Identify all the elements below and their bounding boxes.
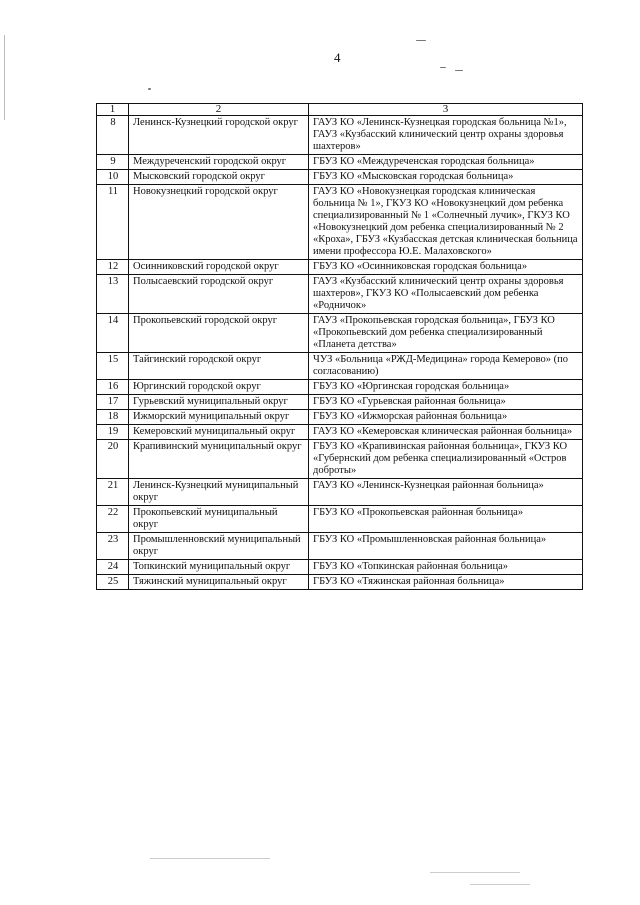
scan-noise-line: [470, 884, 530, 885]
table-row: [97, 410, 583, 425]
institution-list: ГАУЗ КО «Кемеровская клиническая районная больница»: [309, 425, 583, 440]
row-number: 21: [97, 479, 129, 506]
district-name: Крапивинский муниципальный округ: [129, 440, 309, 479]
row-number: 20: [97, 440, 129, 479]
district-institutions-table: [96, 103, 583, 590]
institution-list: ГБУЗ КО «Прокопьевская районная больница»: [309, 506, 583, 533]
district-name: Кемеровский муниципальный округ: [129, 425, 309, 440]
institution-list: ГАУЗ «Кузбасский клинический центр охраны здоровья шахтеров», ГКУЗ КО «Полысаевский дом ребенка «Родничок»: [309, 275, 583, 314]
table-row: [97, 170, 583, 185]
row-number: 24: [97, 560, 129, 575]
institution-list: ЧУЗ «Больница «РЖД-Медицина» города Кемерово» (по согласованию): [309, 353, 583, 380]
district-name: Ижморский муниципальный округ: [129, 410, 309, 425]
table-row: [97, 560, 583, 575]
institution-list: ГБУЗ КО «Междуреченская городская больница»: [309, 155, 583, 170]
row-number: 14: [97, 314, 129, 353]
district-name: Тяжинский муниципальный округ: [129, 575, 309, 590]
header-cell-number: 1: [97, 104, 129, 116]
table-header-row: [97, 104, 583, 116]
district-name: Ленинск-Кузнецкий городской округ: [129, 116, 309, 155]
district-name: Прокопьевский муниципальный округ: [129, 506, 309, 533]
table-row: [97, 479, 583, 506]
district-name: Осинниковский городской округ: [129, 260, 309, 275]
institution-list: ГАУЗ КО «Ленинск-Кузнецкая районная больница»: [309, 479, 583, 506]
row-number: 9: [97, 155, 129, 170]
institution-list: ГБУЗ КО «Осинниковская городская больница»: [309, 260, 583, 275]
table-row: [97, 380, 583, 395]
institution-list: ГБУЗ КО «Тяжинская районная больница»: [309, 575, 583, 590]
district-name: Гурьевский муниципальный округ: [129, 395, 309, 410]
institution-list: ГБУЗ КО «Гурьевская районная больница»: [309, 395, 583, 410]
scan-speck: [148, 88, 151, 90]
institution-list: ГАУЗ КО «Ленинск-Кузнецкая городская больница №1», ГАУЗ «Кузбасский клинический центр охраны здоровья шахтеров»: [309, 116, 583, 155]
scan-speck: [440, 67, 446, 68]
row-number: 8: [97, 116, 129, 155]
district-name: Новокузнецкий городской округ: [129, 185, 309, 260]
table-row: [97, 116, 583, 155]
scan-speck: [416, 40, 426, 41]
table-row: [97, 425, 583, 440]
table-row: [97, 185, 583, 260]
institution-list: ГБУЗ КО «Мысковская городская больница»: [309, 170, 583, 185]
row-number: 15: [97, 353, 129, 380]
table-row: [97, 353, 583, 380]
district-name: Топкинский муниципальный округ: [129, 560, 309, 575]
header-cell-district: 2: [129, 104, 309, 116]
table-row: [97, 395, 583, 410]
table-row: [97, 155, 583, 170]
district-name: Междуреченский городской округ: [129, 155, 309, 170]
row-number: 19: [97, 425, 129, 440]
table-row: [97, 533, 583, 560]
row-number: 25: [97, 575, 129, 590]
table-row: [97, 440, 583, 479]
district-name: Полысаевский городской округ: [129, 275, 309, 314]
district-name: Ленинск-Кузнецкий муниципальный округ: [129, 479, 309, 506]
row-number: 23: [97, 533, 129, 560]
district-name: Мысковский городской округ: [129, 170, 309, 185]
district-name: Прокопьевский городской округ: [129, 314, 309, 353]
scan-noise-line: [150, 858, 270, 859]
district-name: Тайгинский городской округ: [129, 353, 309, 380]
scan-noise-line: [430, 872, 520, 873]
page-number: 4: [334, 50, 341, 65]
row-number: 22: [97, 506, 129, 533]
table-row: [97, 260, 583, 275]
institution-list: ГБУЗ КО «Промышленновская районная больница»: [309, 533, 583, 560]
row-number: 18: [97, 410, 129, 425]
institution-list: ГБУЗ КО «Юргинская городская больница»: [309, 380, 583, 395]
row-number: 11: [97, 185, 129, 260]
row-number: 12: [97, 260, 129, 275]
district-name: Промышленновский муниципальный округ: [129, 533, 309, 560]
institution-list: ГАУЗ «Прокопьевская городская больница», ГБУЗ КО «Прокопьевский дом ребенка специализированный «Планета детства»: [309, 314, 583, 353]
table-row: [97, 575, 583, 590]
scan-margin-mark: [4, 35, 5, 120]
table-row: [97, 314, 583, 353]
institution-list: ГБУЗ КО «Топкинская районная больница»: [309, 560, 583, 575]
header-cell-institutions: 3: [309, 104, 583, 116]
row-number: 16: [97, 380, 129, 395]
district-name: Юргинский городской округ: [129, 380, 309, 395]
table-row: [97, 275, 583, 314]
row-number: 13: [97, 275, 129, 314]
scan-speck: [455, 70, 463, 71]
table-row: [97, 506, 583, 533]
institution-list: ГБУЗ КО «Крапивинская районная больница», ГКУЗ КО «Губернский дом ребенка специализированный «Остров доброты»: [309, 440, 583, 479]
row-number: 10: [97, 170, 129, 185]
row-number: 17: [97, 395, 129, 410]
institution-list: ГБУЗ КО «Ижморская районная больница»: [309, 410, 583, 425]
institution-list: ГАУЗ КО «Новокузнецкая городская клиническая больница № 1», ГКУЗ КО «Новокузнецкий дом ребенка специализированный № 1 «Солнечный лучик», ГКУЗ КО «Новокузнецкий дом ребенка специализированный № 2 «Кроха», ГБУЗ «Кузбасская детская клиническая больница имени профессора Ю.Е. Малаховского»: [309, 185, 583, 260]
